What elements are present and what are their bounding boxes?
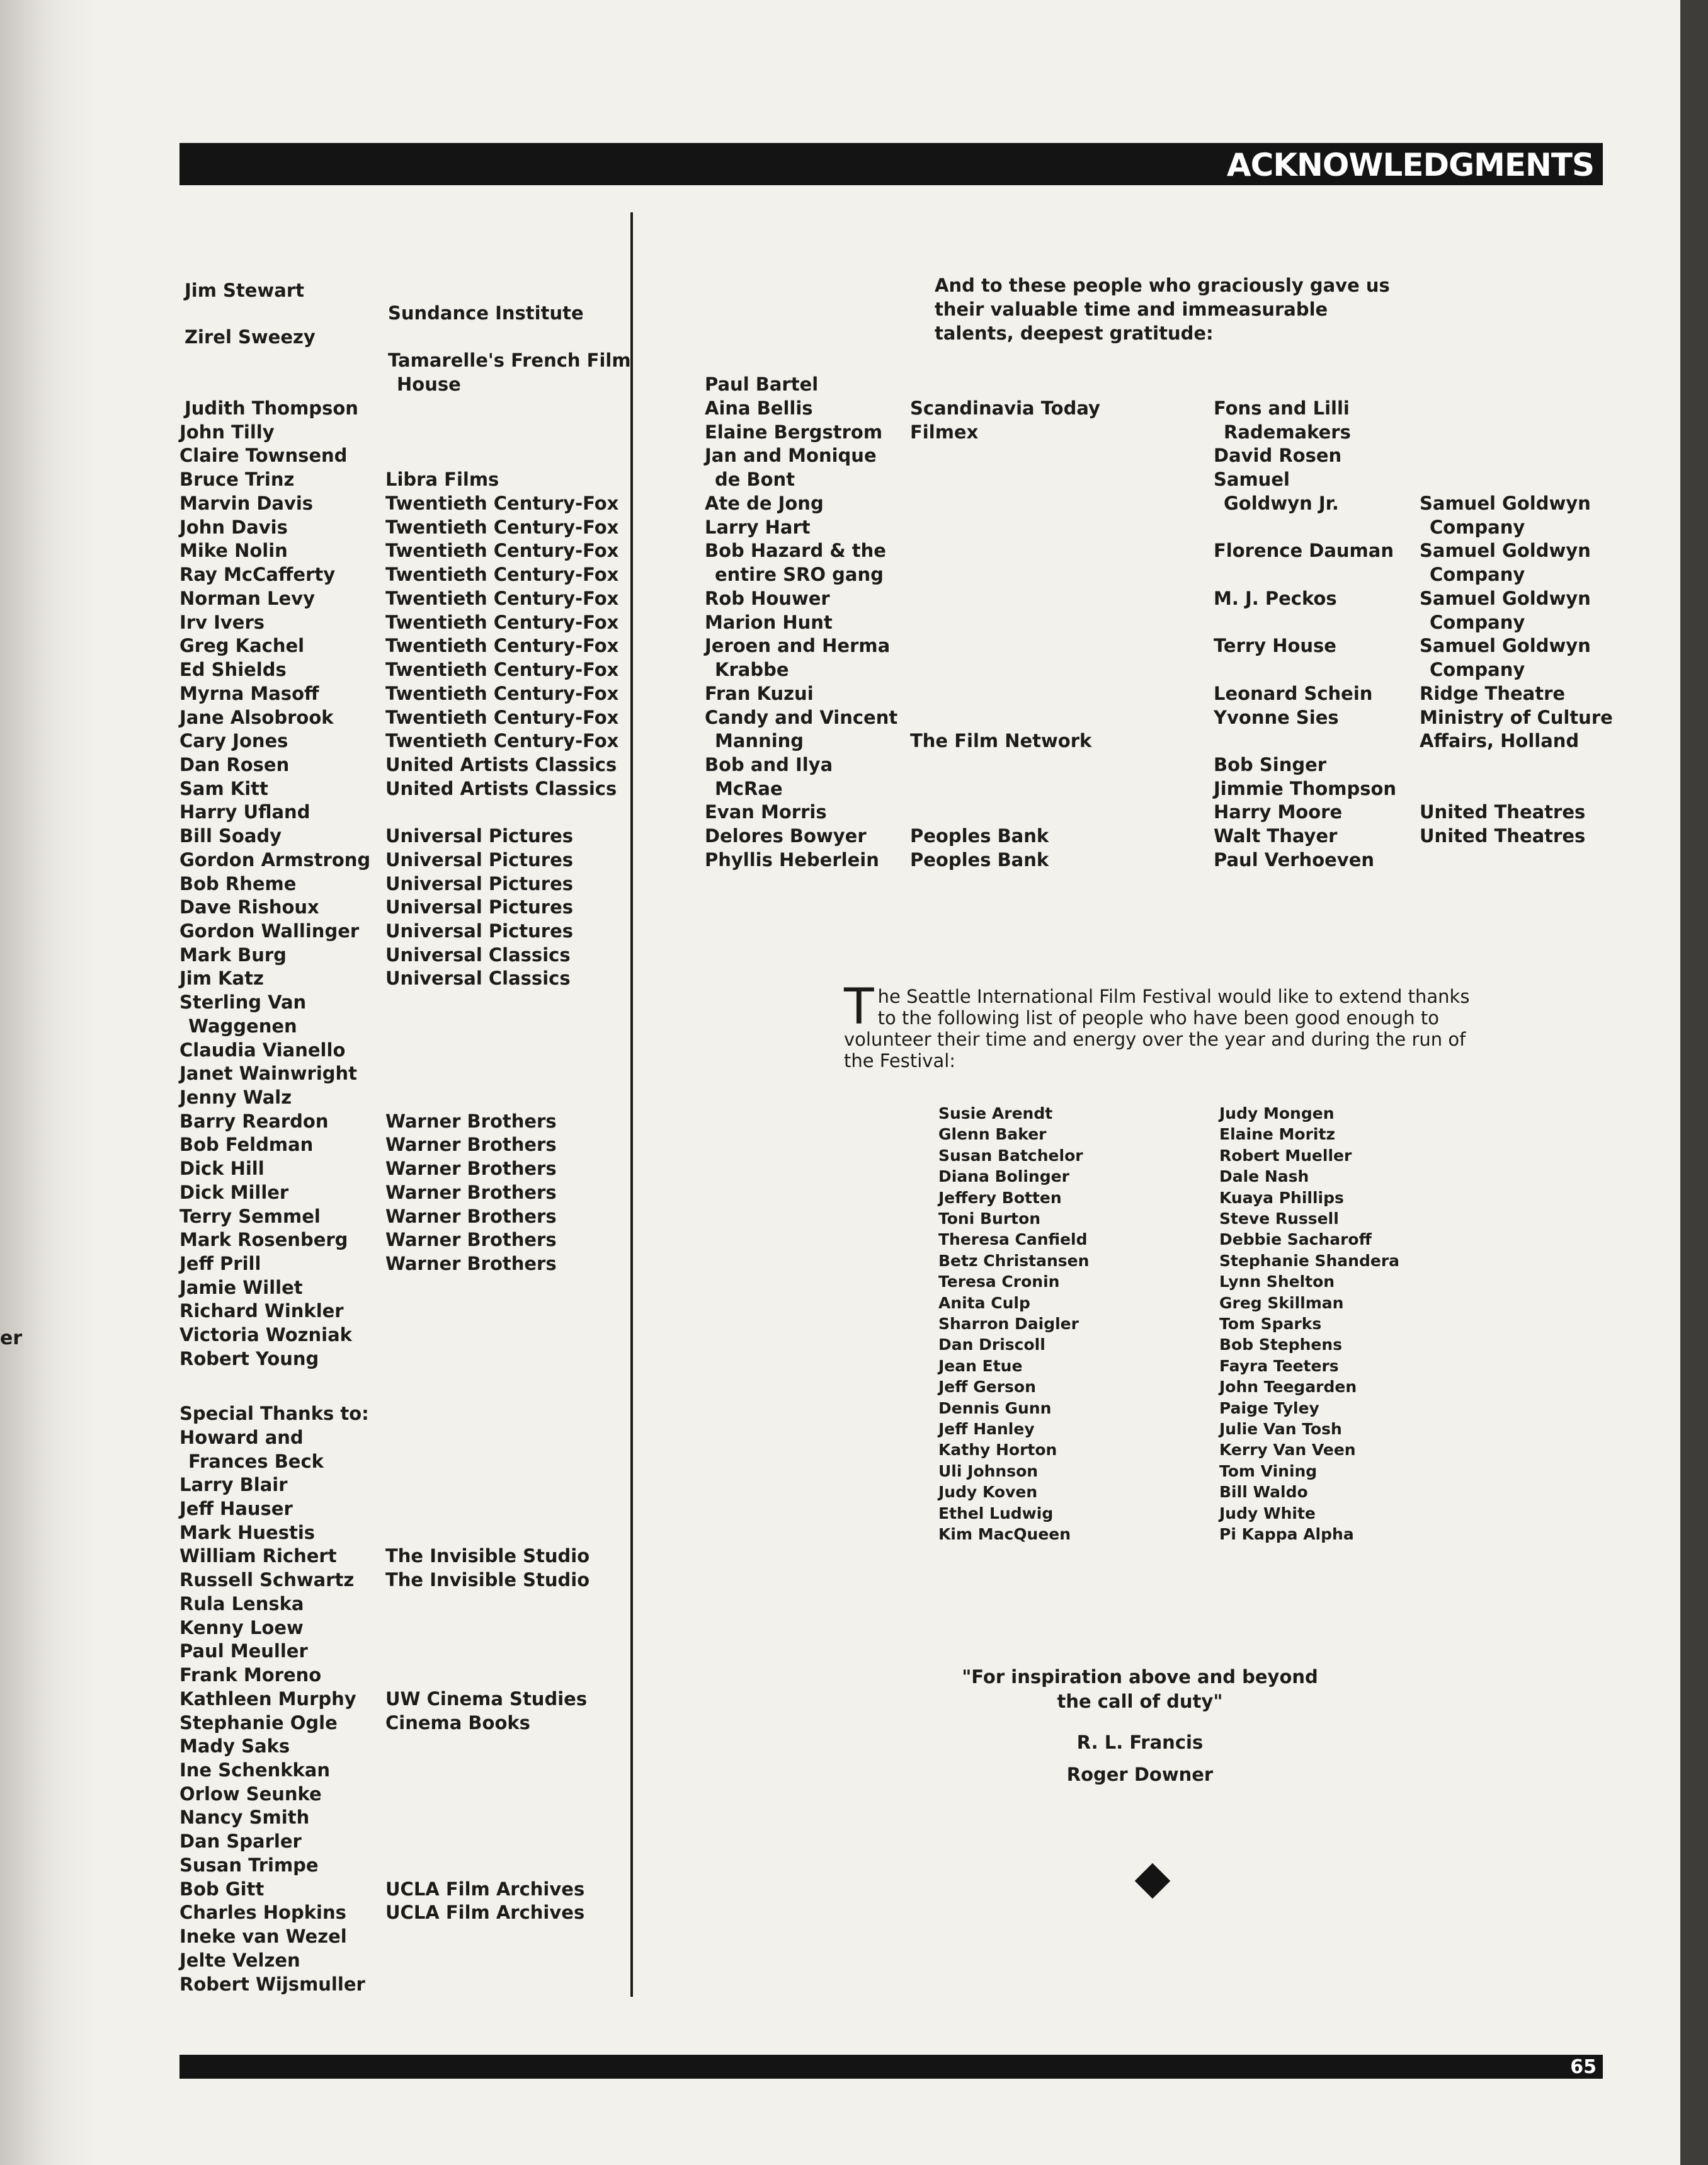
- affiliation-entry: Warner Brothers: [385, 1229, 557, 1250]
- name-entry: Orlow Seunke: [179, 1783, 322, 1805]
- affiliation-entry: Warner Brothers: [385, 1253, 557, 1274]
- name-entry: Jamie Willet: [179, 1277, 303, 1298]
- affiliation-entry: United Artists Classics: [385, 754, 617, 775]
- name-entry: Ed Shields: [179, 659, 287, 680]
- affiliation-entry: Warner Brothers: [385, 1111, 557, 1132]
- affiliation-entry: Warner Brothers: [385, 1158, 557, 1179]
- volunteer-name: Jeff Hanley: [938, 1420, 1035, 1438]
- volunteer-name: Judy Koven: [938, 1483, 1038, 1502]
- name-entry: David Rosen: [1214, 445, 1342, 466]
- name-entry: Claire Townsend: [179, 445, 348, 466]
- volunteer-name: Stephanie Shandera: [1219, 1251, 1400, 1270]
- affiliation-entry: Cinema Books: [385, 1712, 530, 1734]
- name-entry: Bob Singer: [1214, 754, 1327, 775]
- name-entry: Judith Thompson: [185, 397, 358, 419]
- name-entry: Russell Schwartz: [179, 1569, 355, 1591]
- affiliation-entry: Company: [1430, 659, 1525, 680]
- affiliation-entry: Universal Pictures: [385, 920, 574, 942]
- diamond-ornament: [1135, 1863, 1171, 1899]
- name-entry: Phyllis Heberlein: [705, 849, 879, 871]
- name-entry: Sam Kitt: [179, 778, 268, 799]
- affiliation-entry: Warner Brothers: [385, 1134, 557, 1155]
- name-entry: Walt Thayer: [1214, 825, 1338, 847]
- name-entry: Mark Burg: [179, 944, 287, 966]
- quote-line: the call of duty": [1057, 1691, 1223, 1712]
- affiliation-entry: Universal Pictures: [385, 849, 574, 871]
- affiliation-entry: Samuel Goldwyn: [1420, 493, 1591, 514]
- name-entry: Irv Ivers: [179, 612, 265, 633]
- volunteer-name: Tom Sparks: [1219, 1315, 1322, 1333]
- name-entry: Mady Saks: [179, 1735, 290, 1757]
- name-entry: Barry Reardon: [179, 1111, 329, 1132]
- name-entry: Yvonne Sies: [1214, 707, 1339, 728]
- name-entry: Evan Morris: [705, 801, 827, 823]
- name-entry: Mark Huestis: [179, 1522, 316, 1543]
- volunteer-name: Tom Vining: [1219, 1461, 1318, 1480]
- name-entry: Bob Rheme: [179, 873, 297, 894]
- name-entry: Paul Verhoeven: [1214, 849, 1375, 871]
- affiliation-entry: Filmex: [910, 421, 979, 443]
- affiliation-entry: Ridge Theatre: [1420, 683, 1566, 704]
- name-entry: Krabbe: [715, 659, 789, 680]
- volunteer-name: Dale Nash: [1219, 1167, 1309, 1186]
- volunteer-name: Glenn Baker: [938, 1125, 1047, 1144]
- name-entry: Marion Hunt: [705, 612, 833, 633]
- volunteer-name: Teresa Cronin: [938, 1272, 1060, 1291]
- name-entry: John Tilly: [179, 421, 275, 443]
- name-entry: Dick Miller: [179, 1182, 289, 1203]
- name-entry: Rula Lenska: [179, 1593, 304, 1614]
- name-entry: Ray McCafferty: [179, 564, 336, 585]
- name-entry: Rademakers: [1224, 421, 1351, 443]
- affiliation-entry: Warner Brothers: [385, 1206, 557, 1227]
- column-divider: [630, 212, 633, 1997]
- name-entry: Jim Stewart: [185, 280, 304, 301]
- affiliation-entry: Peoples Bank: [910, 849, 1049, 871]
- name-entry: Bob Feldman: [179, 1134, 314, 1155]
- affiliation-entry: UCLA Film Archives: [385, 1878, 585, 1900]
- name-entry: Gordon Armstrong: [179, 849, 371, 871]
- name-entry: Mark Rosenberg: [179, 1229, 348, 1250]
- affiliation-entry: Sundance Institute: [388, 302, 584, 324]
- volunteer-name: Betz Christansen: [938, 1251, 1090, 1270]
- header-bar: [179, 143, 1603, 185]
- volunteer-paragraph: [844, 979, 1480, 1071]
- name-entry: Richard Winkler: [179, 1300, 344, 1322]
- name-entry: Jenny Walz: [179, 1087, 292, 1108]
- affiliation-entry: Scandinavia Today: [910, 397, 1100, 419]
- name-entry: Paul Meuller: [179, 1640, 308, 1662]
- volunteer-name: Bob Stephens: [1219, 1335, 1343, 1354]
- name-entry: Jeff Prill: [179, 1253, 261, 1274]
- name-entry: McRae: [715, 778, 783, 799]
- volunteer-name: Theresa Canfield: [938, 1230, 1088, 1249]
- affiliation-entry: Company: [1430, 564, 1525, 585]
- name-entry: Ate de Jong: [705, 493, 824, 514]
- volunteer-name: Julie Van Tosh: [1219, 1420, 1342, 1438]
- name-entry: Bill Soady: [179, 825, 282, 847]
- volunteer-name: Uli Johnson: [938, 1461, 1039, 1480]
- volunteer-name: Judy White: [1219, 1504, 1316, 1522]
- volunteer-name: Lynn Shelton: [1219, 1272, 1335, 1291]
- name-entry: Fran Kuzui: [705, 683, 814, 704]
- affiliation-entry: Samuel Goldwyn: [1420, 588, 1591, 609]
- affiliation-entry: Twentieth Century-Fox: [385, 635, 619, 656]
- volunteer-name: Steve Russell: [1219, 1209, 1339, 1228]
- volunteer-name: Susie Arendt: [938, 1104, 1053, 1122]
- name-entry: Robert Young: [179, 1348, 319, 1369]
- affiliation-entry: Company: [1430, 612, 1525, 633]
- name-entry: Terry House: [1214, 635, 1336, 656]
- volunteer-name: Dan Driscoll: [938, 1335, 1045, 1354]
- name-entry: Special Thanks to:: [179, 1403, 369, 1424]
- affiliation-entry: Twentieth Century-Fox: [385, 540, 619, 561]
- affiliation-entry: Twentieth Century-Fox: [385, 588, 619, 609]
- gutter-text: er: [0, 1327, 23, 1349]
- affiliation-entry: UCLA Film Archives: [385, 1902, 585, 1923]
- name-entry: Susan Trimpe: [179, 1854, 319, 1876]
- name-entry: Larry Blair: [179, 1474, 288, 1495]
- affiliation-entry: The Invisible Studio: [385, 1569, 590, 1591]
- name-entry: Jan and Monique: [705, 445, 877, 466]
- volunteer-name: John Teegarden: [1219, 1378, 1357, 1397]
- name-entry: Victoria Wozniak: [179, 1324, 352, 1345]
- name-entry: Bob Hazard & the: [705, 540, 886, 561]
- signer-name: Roger Downer: [1066, 1764, 1214, 1785]
- name-entry: Janet Wainwright: [179, 1063, 358, 1084]
- volunteer-name: Ethel Ludwig: [938, 1504, 1054, 1522]
- affiliation-entry: Universal Classics: [385, 968, 571, 989]
- name-entry: Gordon Wallinger: [179, 920, 360, 942]
- affiliation-entry: Tamarelle's French Film: [388, 350, 631, 371]
- volunteer-name: Elaine Moritz: [1219, 1125, 1335, 1144]
- name-entry: Kathleen Murphy: [179, 1688, 356, 1710]
- volunteer-name: Dennis Gunn: [938, 1398, 1052, 1417]
- volunteer-name: Paige Tyley: [1219, 1398, 1319, 1417]
- affiliation-entry: Samuel Goldwyn: [1420, 540, 1591, 561]
- affiliation-entry: Twentieth Century-Fox: [385, 564, 619, 585]
- affiliation-entry: Company: [1430, 517, 1525, 538]
- volunteer-name: Jeffery Botten: [938, 1188, 1062, 1207]
- affiliation-entry: United Theatres: [1420, 825, 1586, 847]
- affiliation-entry: House: [397, 374, 461, 395]
- affiliation-entry: Twentieth Century-Fox: [385, 683, 619, 704]
- affiliation-entry: Twentieth Century-Fox: [385, 493, 619, 514]
- affiliation-entry: Peoples Bank: [910, 825, 1049, 847]
- name-entry: Greg Kachel: [179, 635, 305, 656]
- affiliation-entry: Affairs, Holland: [1420, 730, 1580, 751]
- affiliation-entry: Twentieth Century-Fox: [385, 707, 619, 728]
- name-entry: Larry Hart: [705, 517, 811, 538]
- dedication-quote: [919, 1665, 1360, 1787]
- page-title: ACKNOWLEDGMENTS: [1226, 147, 1594, 183]
- name-entry: Samuel: [1214, 469, 1290, 490]
- volunteer-name: Susan Batchelor: [938, 1146, 1083, 1165]
- name-entry: Elaine Bergstrom: [705, 421, 883, 443]
- name-entry: Claudia Vianello: [179, 1039, 346, 1061]
- name-entry: William Richert: [179, 1545, 337, 1567]
- volunteer-name: Judy Mongen: [1219, 1104, 1335, 1122]
- name-entry: Goldwyn Jr.: [1224, 493, 1339, 514]
- name-entry: Bob and Ilya: [705, 754, 833, 775]
- name-entry: Waggenen: [188, 1015, 297, 1037]
- name-entry: Terry Semmel: [179, 1206, 321, 1227]
- affiliation-entry: Twentieth Century-Fox: [385, 730, 619, 751]
- name-entry: Dick Hill: [179, 1158, 265, 1179]
- name-entry: Aina Bellis: [705, 397, 813, 419]
- name-entry: Jimmie Thompson: [1214, 778, 1397, 799]
- volunteer-name: Kim MacQueen: [938, 1525, 1071, 1543]
- affiliation-entry: Twentieth Century-Fox: [385, 659, 619, 680]
- affiliation-entry: Twentieth Century-Fox: [385, 612, 619, 633]
- drop-cap: T: [844, 979, 874, 1036]
- volunteer-name: Debbie Sacharoff: [1219, 1230, 1372, 1249]
- name-entry: Nancy Smith: [179, 1807, 310, 1828]
- signer-name: R. L. Francis: [1076, 1732, 1204, 1753]
- name-entry: Bob Gitt: [179, 1878, 265, 1900]
- footer-bar: [179, 2055, 1603, 2079]
- affiliation-entry: Universal Pictures: [385, 896, 574, 918]
- name-entry: Norman Levy: [179, 588, 315, 609]
- volunteer-name: Fayra Teeters: [1219, 1356, 1339, 1375]
- name-entry: Dave Rishoux: [179, 896, 319, 918]
- name-entry: Stephanie Ogle: [179, 1712, 338, 1734]
- affiliation-entry: Libra Films: [385, 469, 499, 490]
- volunteer-name: Bill Waldo: [1219, 1483, 1308, 1502]
- name-entry: Kenny Loew: [179, 1617, 304, 1638]
- volunteer-name: Kuaya Phillips: [1219, 1188, 1344, 1207]
- name-entry: Robert Wijsmuller: [179, 1974, 365, 1995]
- affiliation-entry: The Film Network: [910, 730, 1092, 751]
- name-entry: Myrna Masoff: [179, 683, 319, 704]
- volunteer-name: Greg Skillman: [1219, 1293, 1344, 1312]
- name-entry: Frances Beck: [188, 1451, 324, 1472]
- name-entry: Sterling Van: [179, 991, 307, 1013]
- name-entry: Paul Bartel: [705, 374, 819, 395]
- volunteer-name: Diana Bolinger: [938, 1167, 1069, 1186]
- affiliation-entry: Ministry of Culture: [1420, 707, 1613, 728]
- name-entry: Howard and: [179, 1427, 304, 1448]
- affiliation-entry: Universal Pictures: [385, 825, 574, 847]
- volunteer-name: Anita Culp: [938, 1293, 1030, 1312]
- name-entry: Jim Katz: [179, 968, 264, 989]
- volunteer-name: Pi Kappa Alpha: [1219, 1525, 1354, 1543]
- name-entry: Charles Hopkins: [179, 1902, 346, 1923]
- name-entry: de Bont: [715, 469, 795, 490]
- volunteer-name: Robert Mueller: [1219, 1146, 1352, 1165]
- name-entry: Manning: [715, 730, 804, 751]
- name-entry: M. J. Peckos: [1214, 588, 1337, 609]
- affiliation-entry: Warner Brothers: [385, 1182, 557, 1203]
- name-entry: Jeroen and Herma: [705, 635, 891, 656]
- affiliation-entry: United Artists Classics: [385, 778, 617, 799]
- name-entry: Rob Houwer: [705, 588, 830, 609]
- page-number: 65: [1570, 2056, 1597, 2078]
- name-entry: Ineke van Wezel: [179, 1926, 347, 1947]
- volunteer-name: Sharron Daigler: [938, 1315, 1079, 1333]
- volunteer-name: Kathy Horton: [938, 1441, 1057, 1460]
- affiliation-entry: United Theatres: [1420, 801, 1586, 823]
- volunteer-name: Toni Burton: [938, 1209, 1041, 1228]
- binding-gutter: [0, 0, 94, 2165]
- name-entry: Candy and Vincent: [705, 707, 898, 728]
- name-entry: Bruce Trinz: [179, 469, 295, 490]
- name-entry: Jeff Hauser: [179, 1498, 293, 1519]
- affiliation-entry: Twentieth Century-Fox: [385, 517, 619, 538]
- volunteer-name: Kerry Van Veen: [1219, 1441, 1356, 1460]
- name-entry: entire SRO gang: [715, 564, 884, 585]
- name-entry: Jane Alsobrook: [179, 707, 334, 728]
- volunteer-text: he Seattle International Film Festival would like to extend thanks to the following list of people who have been good enough to volunteer their time and energy over the year and during the run of the Festival:: [844, 986, 1470, 1071]
- name-entry: Jelte Velzen: [179, 1950, 300, 1971]
- affiliation-entry: The Invisible Studio: [385, 1545, 590, 1567]
- affiliation-entry: Samuel Goldwyn: [1420, 635, 1591, 656]
- name-entry: Dan Rosen: [179, 754, 290, 775]
- name-entry: Florence Dauman: [1214, 540, 1394, 561]
- name-entry: Frank Moreno: [179, 1664, 322, 1686]
- affiliation-entry: UW Cinema Studies: [385, 1688, 588, 1710]
- quote-line: "For inspiration above and beyond: [962, 1666, 1318, 1688]
- name-entry: Zirel Sweezy: [185, 326, 316, 348]
- name-entry: Mike Nolin: [179, 540, 288, 561]
- name-entry: John Davis: [179, 517, 288, 538]
- name-entry: Leonard Schein: [1214, 683, 1373, 704]
- volunteer-name: Jeff Gerson: [938, 1378, 1036, 1397]
- name-entry: Fons and Lilli: [1214, 397, 1350, 419]
- intro-text: And to these people who graciously gave us their valuable time and immeasurable talents, deepest gratitude:: [935, 275, 1390, 344]
- name-entry: Ine Schenkkan: [179, 1759, 331, 1781]
- name-entry: Marvin Davis: [179, 493, 314, 514]
- name-entry: Dan Sparler: [179, 1831, 302, 1852]
- name-entry: Harry Ufland: [179, 801, 310, 823]
- affiliation-entry: Universal Pictures: [385, 873, 574, 894]
- volunteer-name: Jean Etue: [938, 1356, 1023, 1375]
- name-entry: Harry Moore: [1214, 801, 1343, 823]
- name-entry: Cary Jones: [179, 730, 288, 751]
- affiliation-entry: Universal Classics: [385, 944, 571, 966]
- name-entry: Delores Bowyer: [705, 825, 867, 847]
